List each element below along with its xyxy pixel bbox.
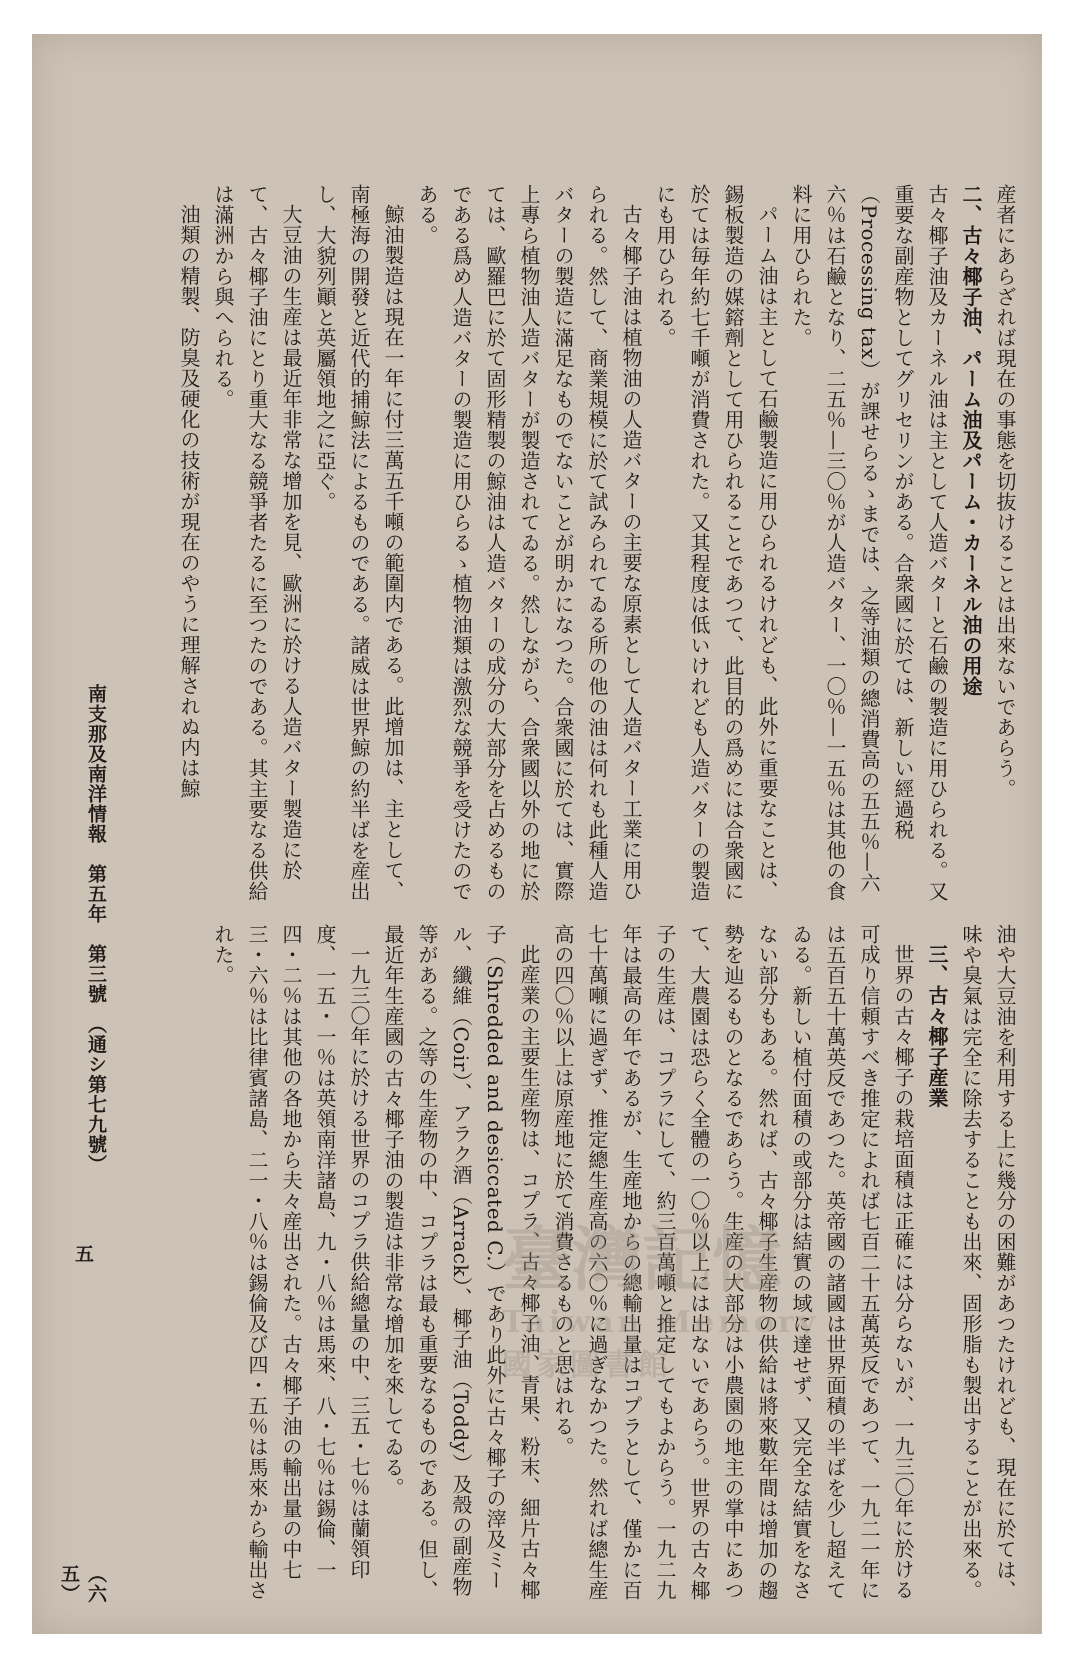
paragraph: 産者にあらざれば現在の事態を切抜けることは出來ないであらう。 bbox=[993, 184, 1017, 799]
section-heading: 二、古々椰子油、パーム油及パーム・カーネル油の用途 bbox=[959, 184, 983, 697]
paragraph: 世界の古々椰子の栽培面積は正確には分らないが、一九三〇年に於ける可成り信頼すべき推定によれば七百二十五萬英反であつて、一九二一年には五百五十萬英反であつた。英帝國の諸國は世界面積の半ばを少し超えてゐる。新しい植付面積の或部分は結實の域に達せず、又完全な結實をなさない部分もある。然れば、古々椰子生産物の供給は將來數年間は增加の趨勢を辿るものとなるであらう。生産の大部分は小農園の地主の掌中にあつて、大農園は恐らく全體の一〇％以上には出ないであらう。世界の古々椰子の生産は、コプラにして、約三百萬噸と推定してもよからう。一九二九年は最高の年であるが、生産地からの總輸出量はコプラとして、僅かに百七十萬噸に過ぎず、推定總生産高の六〇％に過ぎなかつた。然れば總生産高の四〇％以上は原産地に於て消費さるものと思はれる。 bbox=[551, 924, 915, 1601]
page-number: （六五） bbox=[58, 1564, 107, 1604]
paragraph: 此産業の主要生産物は、コプラ、古々椰子油、青果、粉末、細片古々椰子（Shredded and desiccated C.）であり此外に古々椰子の滓及ミール、纖維（Coir）、アラク酒（Arrack）、椰子油（Toddy）及殼の副産物等がある。之等の生産物の中、コプラは最も重要なるものである。但し、最近年生産國の古々椰子油の製造は非常な增加を來してゐる。 bbox=[381, 924, 541, 1601]
scanned-page bbox=[32, 34, 1042, 1634]
paragraph: 大豆油の生産は最近年非常な增加を見、歐洲に於ける人造バター製造に於て、古々椰子油にとり重大なる競爭者たるに至つたのである。其主要なる供給は滿洲から與へられる。 bbox=[211, 184, 303, 902]
watermark-line: 臺灣記憶 bbox=[502, 1218, 782, 1301]
paragraph: 一九三〇年に於ける世界のコプラ供給總量の中、三五・七％は蘭領印度、一五・一％は英領南洋諸島、九・八％は馬來、八・七％は錫倫、一四・二％は其他の各地から夫々産出された。古々椰子油の輸出量の中七三・六％は比律賓諸島、二一・八％は錫倫及び四・五％は馬來から輸出された。 bbox=[211, 924, 371, 1601]
paragraph: 古々椰子油は植物油の人造バターの主要な原素として人造バター工業に用ひられる。然して、商業規模に於て試みられてゐる所の他の油は何れも此種人造バターの製造に滿足なものでないことが明かになつた。合衆國に於ては、實際上專ら植物油人造バターが製造されてゐる。然しながら、合衆國以外の地に於ては、歐羅巴に於て固形精製の鯨油は人造バターの成分の大部分を占めるものである爲め人造バターの製造に用ひらるゝ植物油類は激烈な競爭を受けたのである。 bbox=[415, 184, 643, 902]
watermark-logo bbox=[502, 1204, 1002, 1454]
page-kanji: 五 bbox=[72, 1244, 94, 1264]
paragraph: 古々椰子油及カーネル油は主として人造バターと石鹼の製造に用ひられる。又重要な副産物としてグリセリンがある。合衆國に於ては、新しい經過税（Processing tax）が課せらるゝまでは、之等油類の總消費高の五五％—六六％は石鹼となり、二五％—三〇％が人造バター、一〇％—一五％は其他の食料に用ひられた。 bbox=[789, 184, 949, 902]
section-heading: 三、古々椰子産業 bbox=[925, 944, 949, 1108]
upper-text-block bbox=[112, 184, 1022, 904]
journal-info: 南支那及南洋情報 第五年 第三號 （通シ第七九號） bbox=[85, 684, 107, 1175]
watermark-line: Taiwan Memory bbox=[502, 1305, 820, 1340]
paragraph: 油類の精製、防臭及硬化の技術が現在のやうに理解されぬ内は鯨 bbox=[177, 204, 201, 799]
page-footer bbox=[58, 684, 110, 1614]
watermark-line: 國家圖書館 bbox=[502, 1348, 672, 1383]
paragraph: パーム油は主として石鹼製造に用ひられるけれども、此外に重要なことは、錫板製造の媒鎔劑として用ひられることであつて、此目的の爲めには合衆國に於ては毎年約七千噸が消費された。又其程度は低いけれども人造バターの製造にも用ひられる。 bbox=[653, 184, 779, 902]
paragraph: 鯨油製造は現在一年に付三萬五千噸の範圍内である。此增加は、主として、南極海の開發と近代的捕鯨法によるものである。諸威は世界鯨の約半ばを産出し、大貌列顚と英屬領地之に亞ぐ。 bbox=[313, 184, 405, 902]
paragraph: 油や大豆油を利用する上に幾分の困難があつたけれども、現在に於ては、味や臭氣は完全に除去することも出來、固形脂も製出することが出來る。 bbox=[959, 924, 1017, 1601]
